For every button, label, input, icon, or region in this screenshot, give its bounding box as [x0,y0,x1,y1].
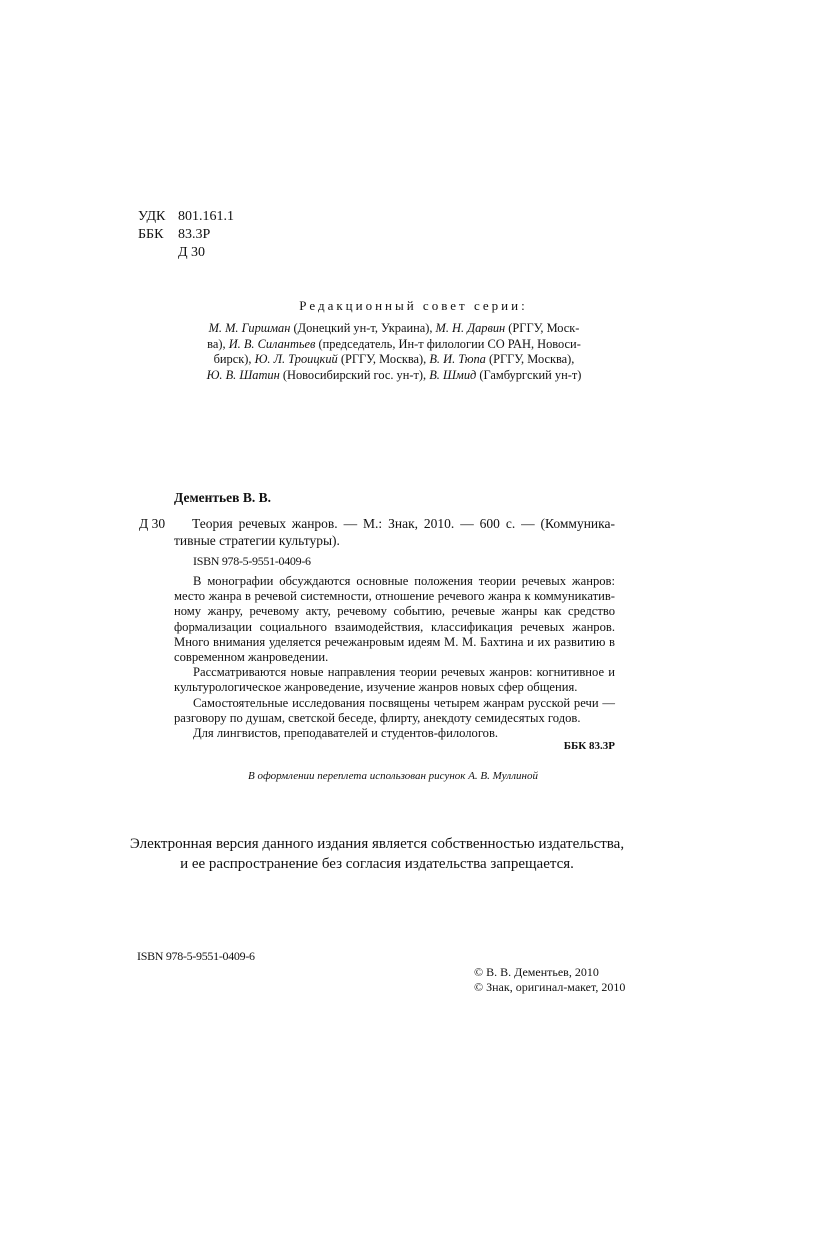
notice-line-1: Электронная версия данного издания является собственностью издательства, [129,836,625,852]
card-code: Д 30 [139,516,166,531]
bbk-label: ББК [138,227,164,242]
annotation-paragraph: Рассматриваются новые направления теории речевых жанров: когнитивное и культурологическое жанроведение, изучение жанров новых сфер общения. [174,665,615,695]
council-line: Ю. В. Шатин (Новосибирский гос. ун-т), В. Шмид (Гамбургский ун-т) [206,367,582,382]
author-mark: Д 30 [178,245,206,260]
copyright-publisher: © Знак, оригинал-макет, 2010 [474,980,626,994]
author-mark-row [138,244,234,262]
council-member-name: М. Н. Дарвин [435,321,506,335]
card-isbn: ISBN 978-5-9551-0409-6 [193,554,311,568]
council-member-name: Ю. Л. Троицкий [254,352,338,366]
notice-line-2: и ее распространение без согласия издательства запрещается. [180,856,574,872]
council-member-name: В. И. Тюпа [429,352,486,366]
cover-note [0,770,780,782]
classification-block [138,208,234,262]
annotation-paragraph: В монографии обсуждаются основные положения теории речевых жанров: место жанра в речевой системности, отношение речевого жанра к коммуникатив-ному жанру, речевому акту, речевому событию, речевые жанры как средство формализации социального взаимодействия, классификация речевых жанров. Много внимания уделяется речежанровым идеям М. М. Бахтина и их развитию в современном жанроведении. [174,574,615,665]
council-members [200,321,588,383]
udk-label: УДК [138,209,166,224]
annotation-paragraph: Для лингвистов, преподавателей и студентов-филологов. [193,726,499,741]
cover-note-text: В оформлении переплета использован рисунок А. В. Муллиной [248,770,538,782]
isbn-bottom: ISBN 978-5-9551-0409-6 [137,949,255,963]
council-line: бирск), Ю. Л. Троицкий (РГГУ, Москва), В. И. Тюпа (РГГУ, Москва), [213,352,575,366]
electronic-notice [0,834,754,874]
council-member-name: Ю. В. Шатин [206,367,280,382]
council-member-name: И. В. Силантьев [228,336,316,351]
card-annotation [174,574,615,741]
council-member-name: В. Шмид [429,367,477,382]
council-line: ва), И. В. Силантьев (председатель, Ин-т филологии СО РАН, Новоси- [207,336,581,351]
copyright-block [474,965,625,995]
card-description [174,516,615,549]
council-line: М. М. Гиршман (Донецкий ун-т, Украина), М. Н. Дарвин (РГГУ, Моск- [208,321,580,335]
copyright-author: © В. В. Дементьев, 2010 [474,965,599,979]
udk-value: 801.161.1 [178,209,234,224]
bbk-row [138,226,234,244]
card-bbk: ББК 83.3Р [563,740,615,752]
annotation-paragraph: Самостоятельные исследования посвящены четырем жанрам русской речи — разговору по душам, светской беседе, флирту, анекдоту семидесятых годов. [174,695,615,725]
bbk-value: 83.3Р [178,227,211,242]
council-heading: Редакционный совет серии: [299,298,528,313]
council-member-name: М. М. Гиршман [208,321,291,335]
udk-row [138,208,234,226]
card-description-text: Теория речевых жанров. — М.: Знак, 2010. — 600 с. — (Коммуника-тивные стратегии культуры). [174,516,615,548]
card-author: Дементьев В. В. [174,490,271,505]
